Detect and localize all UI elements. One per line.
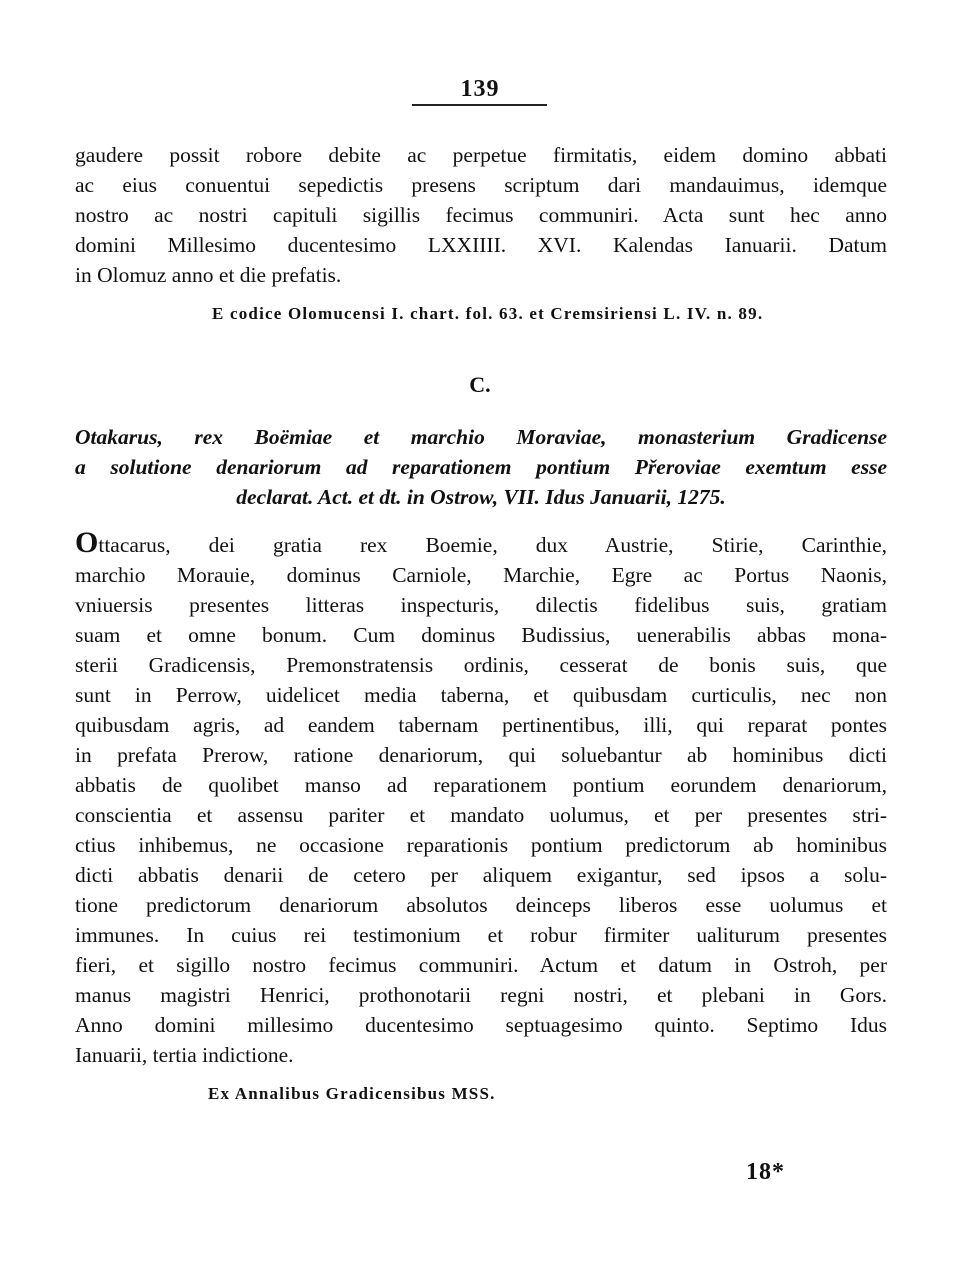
charter-first-line	[75, 528, 887, 560]
text-line: vniuersis presentes litteras inspecturis, dilectis fidelibus suis, gratiam	[75, 593, 887, 617]
text-line: conscientia et assensu pariter et mandato uolumus, et per presentes stri-	[75, 803, 887, 827]
header-rule	[412, 104, 547, 106]
signature-mark: 18*	[746, 1159, 785, 1185]
summary-line: Otakarus, rex Boëmiae et marchio Moraviae, monasterium Gradicense	[75, 425, 887, 449]
text-line: marchio Morauie, dominus Carniole, Marchie, Egre ac Portus Naonis,	[75, 563, 887, 587]
text-line: quibusdam agris, ad eandem tabernam pertinentibus, illi, qui reparat pontes	[75, 713, 887, 737]
page-number: 139	[460, 76, 500, 102]
text-line: ctius inhibemus, ne occasione reparationis pontium predictorum ab hominibus	[75, 833, 887, 857]
text-line: suam et omne bonum. Cum dominus Budissius, uenerabilis abbas mona-	[75, 623, 887, 647]
text-line: manus magistri Henrici, prothonotarii regni nostri, et plebani in Gors.	[75, 983, 887, 1007]
text-line: immunes. In cuius rei testimonium et robur firmiter ualiturum presentes	[75, 923, 887, 947]
text-line: fieri, et sigillo nostro fecimus communiri. Actum et datum in Ostroh, per	[75, 953, 887, 977]
summary-line: declarat. Act. et dt. in Ostrow, VII. Idus Januarii, 1275.	[236, 485, 726, 509]
text-line: Anno domini millesimo ducentesimo septuagesimo quinto. Septimo Idus	[75, 1013, 887, 1037]
text-line: in Olomuz anno et die prefatis.	[75, 263, 342, 287]
section-heading: C.	[469, 372, 491, 397]
text-line: Ianuarii, tertia indictione.	[75, 1043, 294, 1067]
text-line: in prefata Prerow, ratione denariorum, qui soluebantur ab hominibus dicti	[75, 743, 887, 767]
summary-line: a solutione denariorum ad reparationem pontium Přeroviae exemtum esse	[75, 455, 887, 479]
text-line: ttacarus, dei gratia rex Boemie, dux Austrie, Stirie, Carinthie,	[98, 533, 887, 557]
initial-letter: O	[75, 526, 99, 559]
text-line: domini Millesimo ducentesimo LXXIIII. XVI. Kalendas Ianuarii. Datum	[75, 233, 887, 257]
text-line: gaudere possit robore debite ac perpetue firmitatis, eidem domino abbati	[75, 143, 887, 167]
text-line: ac eius conuentui sepedictis presens scriptum dari mandauimus, idemque	[75, 173, 887, 197]
text-line: abbatis de quolibet manso ad reparationem pontium eorundem denariorum,	[75, 773, 887, 797]
source-citation: E codice Olomucensi I. chart. fol. 63. et Cremsiriensi L. IV. n. 89.	[212, 304, 764, 323]
text-line: dicti abbatis denarii de cetero per aliquem exigantur, sed ipsos a solu-	[75, 863, 887, 887]
text-line: sterii Gradicensis, Premonstratensis ordinis, cesserat de bonis suis, que	[75, 653, 887, 677]
text-line: nostro ac nostri capituli sigillis fecimus communiri. Acta sunt hec anno	[75, 203, 887, 227]
text-line: sunt in Perrow, uidelicet media taberna, et quibusdam curticulis, nec non	[75, 683, 887, 707]
text-line: tione predictorum denariorum absolutos deinceps liberos esse uolumus et	[75, 893, 887, 917]
source-citation: Ex Annalibus Gradicensibus MSS.	[208, 1084, 496, 1103]
